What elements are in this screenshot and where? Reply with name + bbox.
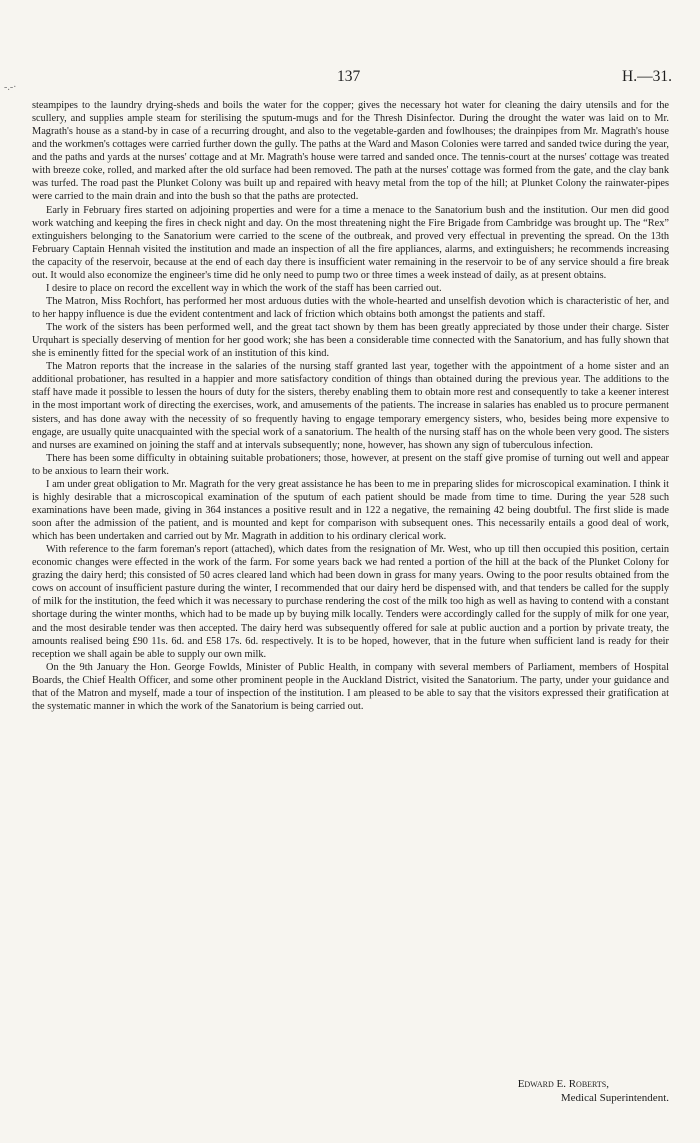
- body-text: [32, 99, 669, 713]
- paragraph-probationers: There has been some difficulty in obtaining suitable probationers; those, however, at present on the staff give promise of turning out well and appear to be anxious to learn their work.: [32, 452, 669, 477]
- paragraph-fires: Early in February fires started on adjoining properties and were for a time a menace to the Sanatorium bush and the institution. Our men did good work watching and keeping the fires in check night and day. On the most threatening night the Fire Brigade from Cambridge was brought up. The “Rex” extinguishers belonging to the Sanatorium were carried to the scene of the outbreak, and proved very effectual in preventing the spread. On the 13th February Captain Hennah visited the institution and made an inspection of all the fire appliances, alarms, and extinguishers; he recommends increasing the capacity of the reservoir, because at the end of each day there is insufficient water remaining in the reservoir to be of any service should a fire break out. It would also economize the engineer's time did he only need to pump two or three times a week instead of daily, as at present obtains.: [32, 204, 669, 281]
- margin-mark: -.-·: [4, 82, 17, 93]
- paragraph-microscopy: I am under great obligation to Mr. Magrath for the very great assistance he has been to me in preparing slides for microscopical examination. I think it is highly desirable that a microscopical examination of the sputum of each patient should be made from time to time. During the year 528 such examinations have been made, giving in 364 instances a positive result and in 122 a negative, the remaining 42 being doubtful. The first slide is made soon after the admission of the patient, and is mounted and kept for comparison with subsequent ones. This necessarily entails a good deal of work, which has been undertaken and carried out by Mr. Magrath in addition to his ordinary clerical work.: [32, 478, 669, 543]
- signature-block: [518, 1077, 669, 1105]
- signatory-title: Medical Superintendent.: [560, 1092, 669, 1104]
- signatory-name: Edward E. Roberts,: [517, 1078, 609, 1090]
- paragraph-minister-visit: On the 9th January the Hon. George Fowlds, Minister of Public Health, in company with several members of Parliament, members of Hospital Boards, the Chief Health Officer, and some other prominent people in the Auckland District, visited the Sanatorium. The party, under your guidance and that of the Matron and myself, made a tour of inspection of the institution. I am pleased to be able to say that the visitors expressed their gratification at the systematic manner in which the work of the Sanatorium is being carried out.: [32, 661, 669, 712]
- document-reference: H.—31.: [622, 68, 672, 85]
- page-number: 137: [337, 68, 361, 85]
- paragraph-farm: With reference to the farm foreman's report (attached), which dates from the resignation of Mr. West, who up till then occupied this position, certain economic changes were effected in the work of the farm. For some years back we had rented a portion of the hill at the back of the Plunket Colony for grazing the dairy herd; this consisted of 50 acres cleared land which had been down in grass for many years. Owing to the poor results obtained from the cows on account of insufficient pasture during the winter, I recommended that our dairy herd be dispensed with, and that tenders be called for the supply of milk for the institution, the feed which it was necessary to purchase rendering the cost of the milk too high as well as having to contend with a constant shortage during the winter months, which had to be made up by buying milk locally. Tenders were accordingly called for the supply of milk for one year, and the most desirable tender was then accepted. The dairy herd was subsequently offered for sale at public auction and a portion by private treaty, the amounts realised being £90 11s. 6d. and £58 17s. 6d. respectively. It is to be hoped, however, that in the future when sufficient land is ready for their reception we shall again be able to supply our own milk.: [32, 544, 669, 660]
- paragraph-continued: steampipes to the laundry drying-sheds and boils the water for the copper; gives the necessary hot water for cleaning the dairy utensils and for the scullery, and supplies ample steam for sterilising the sputum-mugs and for the Thresh Disinfector. During the drought the water was laid on to Mr. Magrath's house as a stand-by in case of a recurring drought, and also to the vegetable-garden and fowlhouses; the drainpipes from Mr. Magrath's house and the workmen's cottages were carried further down the gully. The paths at the Ward and Mason Colonies were tarred and sanded twice during the year, and the paths and yards at the nurses' cottage and at Mr. Magrath's house were tarred and sanded once. The tennis-court at the nurses' cottage was treated with breeze coke, rolled, and marked after the old surface had been removed. The path at the nurses' cottage was formed from the gate, and the clay bank was turfed. The road past the Plunket Colony was built up and repaired with heavy metal from the top of the hill; at Plunket Colony the rainwater-pipes were carried to the main drain and into the bush so that the paths are protected.: [32, 100, 669, 203]
- paragraph-sisters: The work of the sisters has been performed well, and the great tact shown by them has been greatly appreciated by those under their charge. Sister Urquhart is specially deserving of mention for her good work; she has been a considerable time connected with the Sanatorium, and has fully shown that she is eminently fitted for the special work of an institution of this kind.: [32, 322, 669, 360]
- page-header: [0, 68, 700, 88]
- paragraph-matron: The Matron, Miss Rochfort, has performed her most arduous duties with the whole-hearted and unselfish devotion which is characteristic of her, and to her happy influence is due the evident contentment and lack of friction which obtains both amongst the patients and staff.: [32, 295, 669, 320]
- paragraph-staff-record: I desire to place on record the excellent way in which the work of the staff has been carried out.: [46, 282, 442, 294]
- paragraph-nursing-staff: The Matron reports that the increase in the salaries of the nursing staff granted last year, together with the appointment of a home sister and an additional probationer, has resulted in a happier and more satisfactory condition of things than obtained during the previous year. The additions to the staff have made it possible to lessen the hours of duty for the sisters, thereby enabling them to obtain more rest and consequently to take a keener interest in the most important work of directing the exercises, work, and amusements of the patients. The increase in salaries has enabled us to procure permanent sisters, and has done away with the necessity of so frequently having to engage temporary emergency sisters, who, besides being more expensive to engage, are usually quite unacquainted with the special work of a sanatorium. The health of the nursing staff has on the whole been very good. The sisters and nurses are examined on joining the staff and at intervals subsequently; none, however, has shown any sign of tuberculous infection.: [32, 361, 669, 451]
